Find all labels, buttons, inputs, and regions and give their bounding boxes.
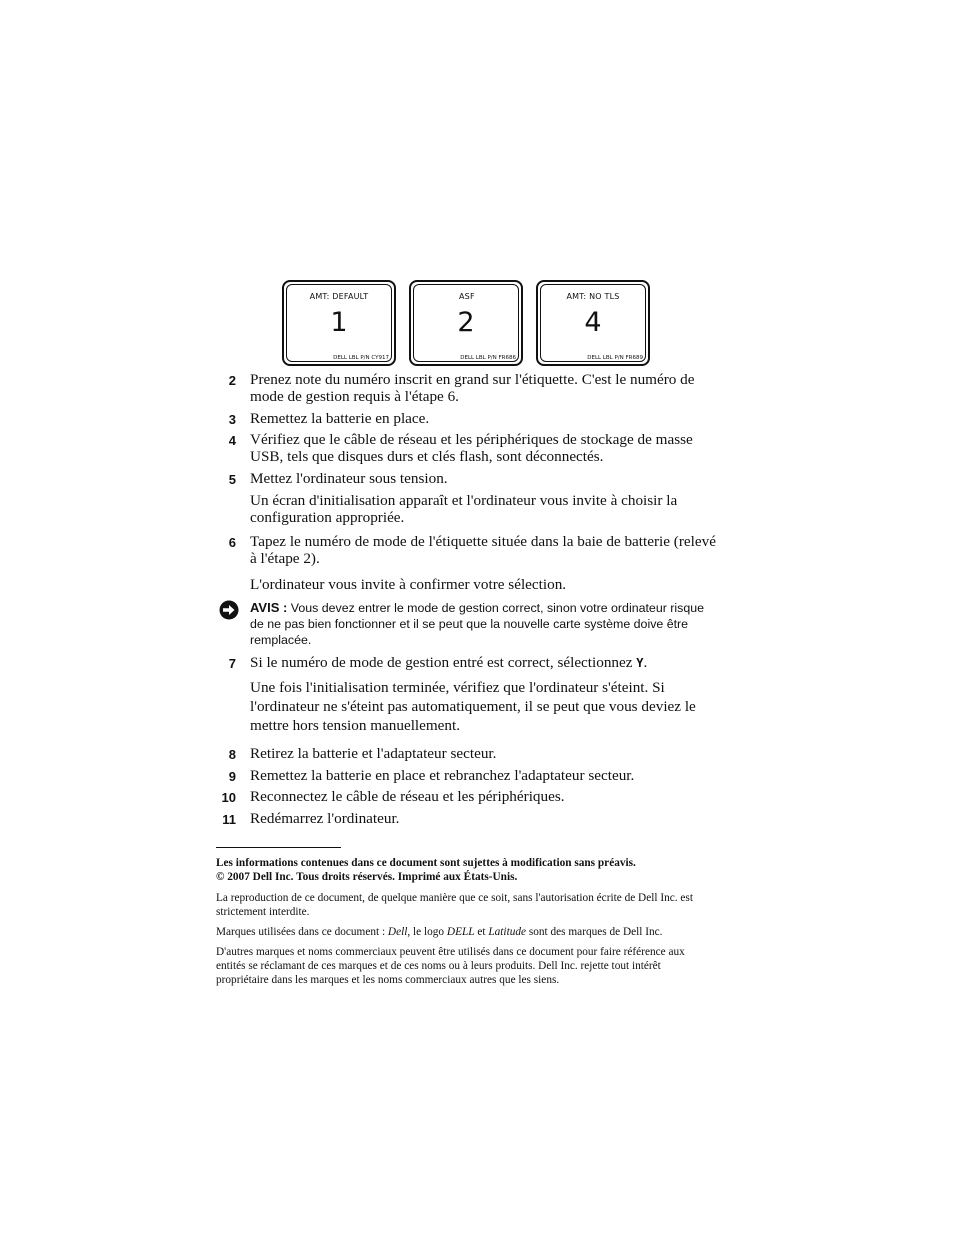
step-text: Redémarrez l'ordinateur. [250,810,400,827]
step-number: 10 [221,790,236,805]
notice-arrow-icon [219,600,239,620]
footer-other-marks: D'autres marques et noms commerciaux peuvent être utilisés dans ce document pour faire référence aux entités se réclamant de ces marques et de ces noms ou à leurs produits. Dell Inc. rejette tout intérêt propriétaire dans les marques et les noms commerciaux autres que les siens. [216,946,685,986]
step-7-detail: Une fois l'initialisation terminée, vérifiez que l'ordinateur s'éteint. Si l'ordinateur ne s'éteint pas automatiquement, il se peut que vous deviez le mettre hors tension manuellement. [250,679,696,734]
footer-divider [216,847,341,848]
step-number: 3 [228,412,236,427]
key-y: Y [636,656,644,670]
step-text: Retirez la batterie et l'adaptateur secteur. [250,745,497,762]
label-part-number: DELL LBL P/N FR689 [587,355,643,361]
step-detail-text: Un écran d'initialisation apparaît et l'ordinateur vous invite à choisir la configuration appropriée. [250,492,678,526]
footer-text-part: sont des marques de Dell Inc. [526,926,663,938]
step-number: 11 [222,812,236,827]
label-amt-default [282,280,396,366]
footer-text-part: et [474,926,489,938]
step-text-part: Si le numéro de mode de gestion entré est correct, sélectionnez [250,654,637,671]
footer-text-part: , le logo [407,926,447,938]
footer-copyright: © 2007 Dell Inc. Tous droits réservés. Imprimé aux États-Unis. [216,871,518,883]
label-number: 4 [584,307,602,338]
step-text: Prenez note du numéro inscrit en grand sur l'étiquette. C'est le numéro de mode de gestion requis à l'étape 6. [250,371,695,405]
label-mode: AMT: NO TLS [566,292,620,301]
label-number: 1 [330,307,348,338]
notice-label: AVIS : [250,600,288,615]
footer-reproduction: La reproduction de ce document, de quelque manière que ce soit, sans l'autorisation écrite de Dell Inc. est strictement interdite. [216,892,693,918]
trademark-dell: Dell [387,926,408,938]
step-number: 6 [228,535,236,550]
step-text: Reconnectez le câble de réseau et les périphériques. [250,788,565,805]
label-mode: AMT: DEFAULT [309,292,369,301]
label-part-number: DELL LBL P/N FR686 [460,355,516,361]
notice-text [250,600,720,648]
label-part-number: DELL LBL P/N CY917 [333,355,389,361]
label-number: 2 [457,307,475,338]
footer-text-part: Marques utilisées dans ce document : [216,926,388,938]
label-asf [409,280,523,366]
footer-trademarks [216,925,716,939]
step-number: 4 [228,433,236,448]
step-text [250,654,720,672]
step-number: 8 [228,747,236,762]
step-number: 7 [228,656,236,671]
notice-body: Vous devez entrer le mode de gestion correct, sinon votre ordinateur risque de ne pas bien fonctionner et il se peut que la nouvelle carte système doive être remplacée. [250,601,705,647]
step-number: 2 [228,373,236,388]
label-amt-no-tls [536,280,650,366]
step-detail-text: L'ordinateur vous invite à confirmer votre sélection. [250,576,567,593]
label-mode: ASF [459,292,475,301]
step-number: 9 [228,769,236,784]
step-text-part: . [643,654,648,671]
step-text: Mettez l'ordinateur sous tension. [250,470,448,487]
step-text: Remettez la batterie en place. [250,410,430,427]
step-number: 5 [228,472,236,487]
trademark-dell-logo: DELL [446,926,475,938]
step-text: Vérifiez que le câble de réseau et les périphériques de stockage de masse USB, tels que disques durs et clés flash, sont déconnectés. [250,431,693,465]
step-text: Remettez la batterie en place et rebranchez l'adaptateur secteur. [250,767,635,784]
trademark-latitude: Latitude [488,926,527,938]
step-text: Tapez le numéro de mode de l'étiquette située dans la baie de batterie (relevé à l'étape 2). [250,533,716,567]
footer-notice-line: Les informations contenues dans ce document sont sujettes à modification sans préavis. [216,857,636,869]
